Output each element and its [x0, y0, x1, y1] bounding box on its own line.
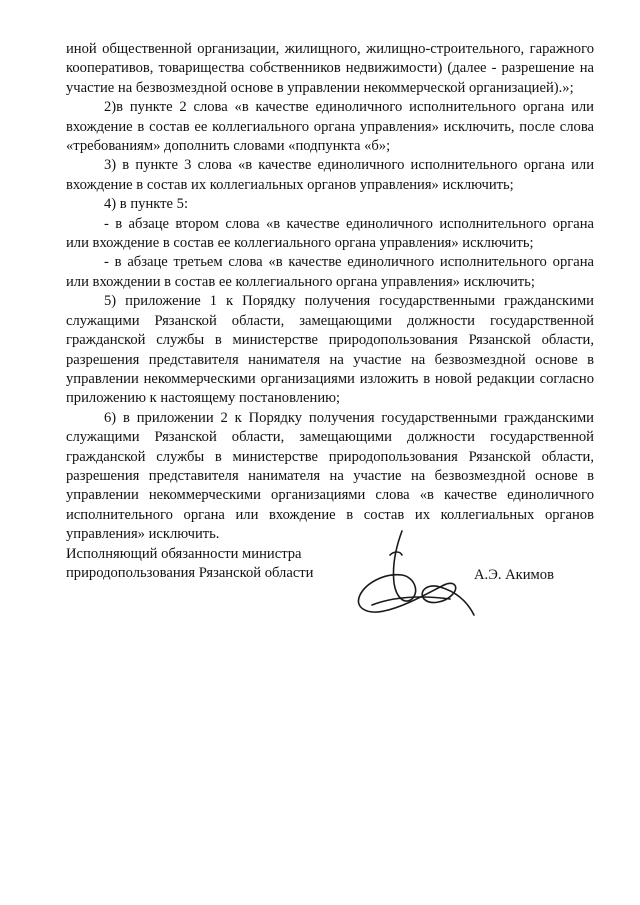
signer-title-line-1: Исполняющий обязанности министра: [66, 546, 302, 562]
paragraph-item-4: 4) в пункте 5:: [104, 196, 189, 213]
paragraph-item-5: 5) приложение 1 к Порядку получения государственными гражданскими служащими Рязанской области, замещающими должности государственной гражданской службы в министерстве природопользования Рязанской области, разрешения представителя нанимателя на участие на безвозмездной основе в управлении некоммерческими организациями изложить в новой редакции согласно приложению к настоящему постановлению;: [66, 293, 594, 407]
handwritten-signature: [332, 525, 482, 625]
signer-name: А.Э. Акимов: [474, 567, 554, 583]
document-body: [66, 40, 594, 545]
signer-title-line-2: природопользования Рязанской области: [66, 565, 314, 582]
signature-block: [66, 545, 596, 625]
paragraph-item-6: 6) в приложении 2 к Порядку получения государственными гражданскими служащими Рязанской области, замещающими должности государственной гражданской службы в министерстве природопользования Рязанской области, разрешения представителя нанимателя на участие на безвозмездной основе в управлении некоммерческими организациями слова «в качестве единоличного исполнительного органа или вхождение в состав их коллегиальных органов управления» исключить.: [66, 409, 594, 543]
paragraph-item-3: 3) в пункте 3 слова «в качестве единоличного исполнительного органа или вхождение в состав их коллегиальных органов управления» исключить;: [66, 157, 594, 193]
paragraph-item-4-sub-1: - в абзаце втором слова «в качестве единоличного исполнительного органа или вхождение в состав ее коллегиального органа управления» исключить;: [66, 215, 594, 252]
paragraph-continuation: иной общественной организации, жилищного, жилищно-строительного, гаражного кооперативов, товарищества собственников недвижимости) (далее - разрешение на участие на безвозмездной основе в управлении некоммерческой организацией).»;: [66, 41, 594, 96]
paragraph-item-4-sub-2: - в абзаце третьем слова «в качестве единоличного исполнительного органа или вхождении в состав ее коллегиального органа управления» исключить;: [66, 254, 594, 290]
signer-title: [66, 545, 356, 584]
paragraph-item-2: 2)в пункте 2 слова «в качестве единоличного исполнительного органа или вхождение в состав ее коллегиального органа управления» исключить, после слова «требованиям» дополнить словами «подпункта «б»;: [66, 99, 594, 155]
